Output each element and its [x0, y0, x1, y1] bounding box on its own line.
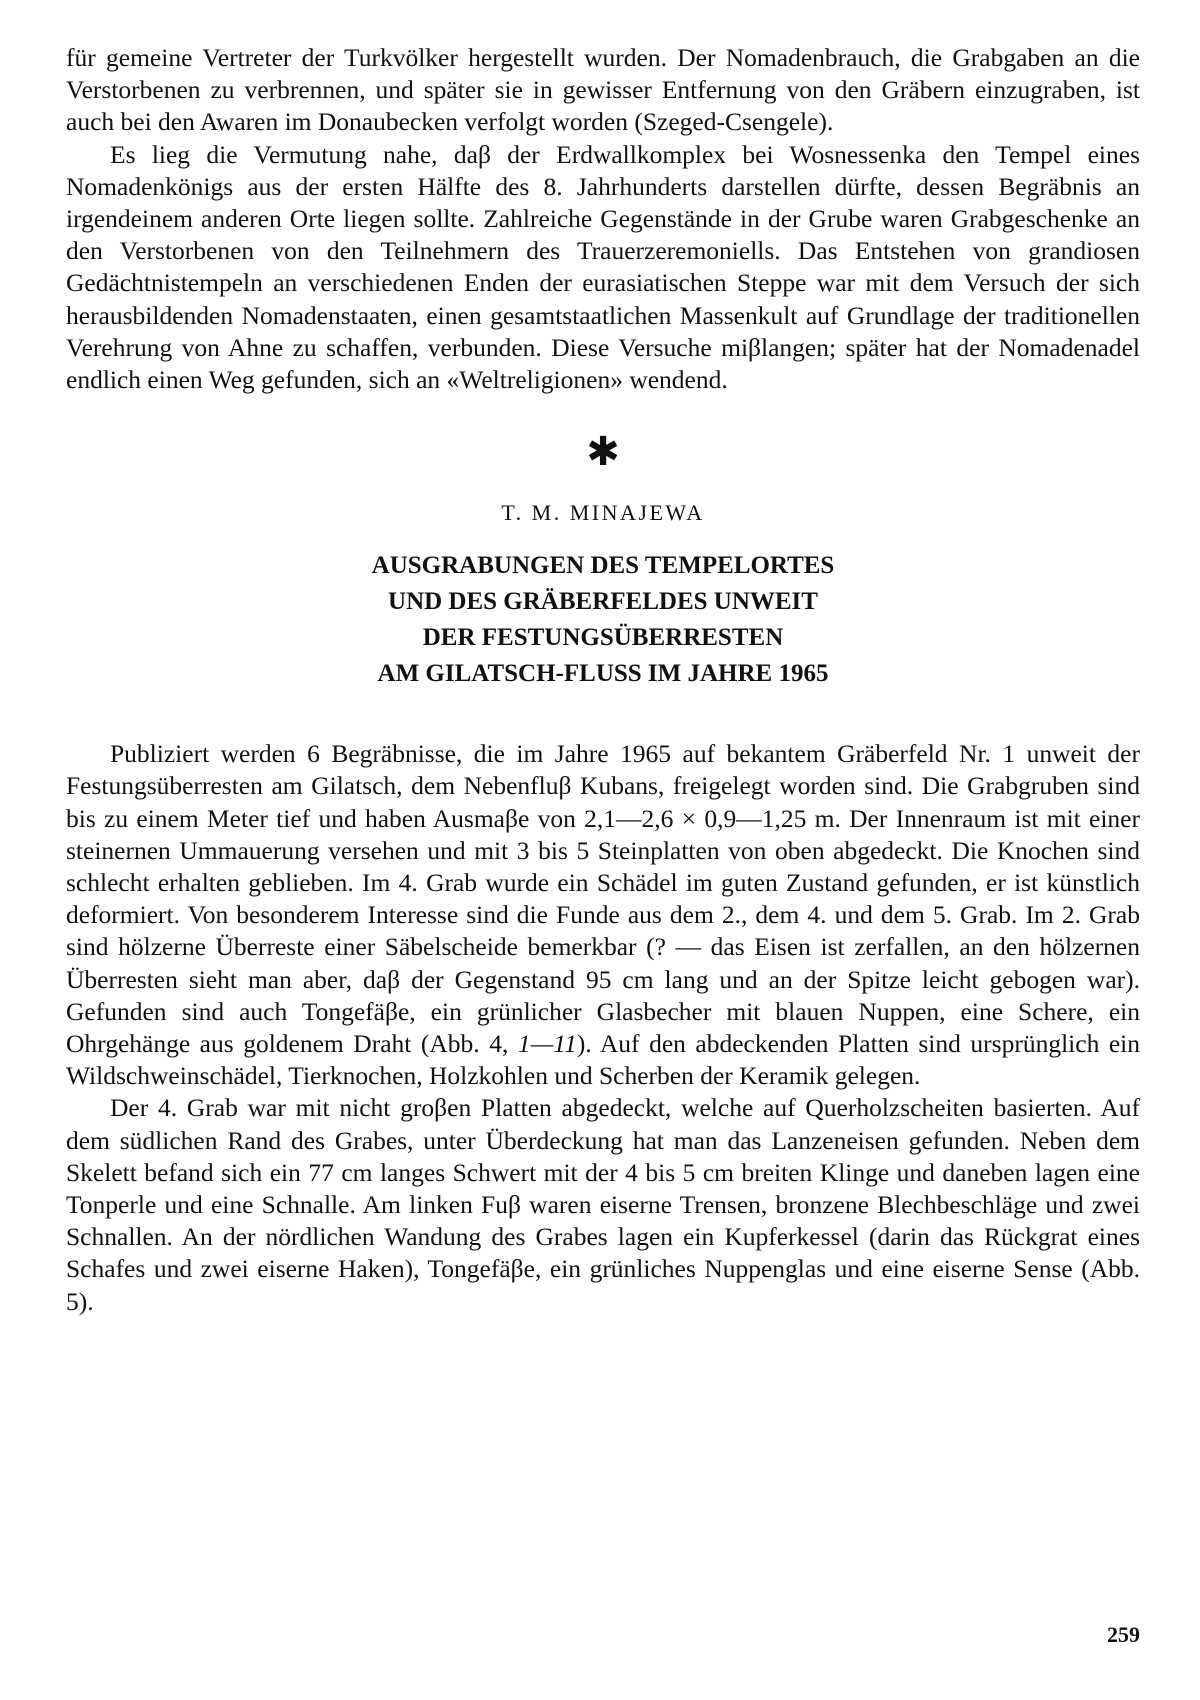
page-body — [66, 42, 1140, 1318]
article-title — [66, 548, 1140, 692]
intro-paragraph-1: für gemeine Vertreter der Turkvölker hergestellt wurden. Der Nomadenbrauch, die Grabgaben an die Verstorbenen zu verbrennen, und später sie in gewisser Entfernung von den Gräbern einzugraben, ist auch bei den Awaren im Donaubecken verfolgt worden (Szeged-Csengele). — [66, 43, 1140, 137]
article-paragraph-1-text-a: Publiziert werden 6 Begräbnisse, die im Jahre 1965 auf bekantem Gräberfeld Nr. 1 unweit der Festungsüberresten am Gilatsch, dem Nebenfluβ Kubans, freigelegt worden sind. Die Grabgruben sind bis zu einem Meter tief und haben Ausmaβe von 2,1—2,6 × 0,9—1,25 m. Der Innenraum ist mit einer steinernen Ummauerung versehen und mit 3 bis 5 Steinplatten von oben abgedeckt. Die Knochen sind schlecht erhalten geblieben. Im 4. Grab wurde ein Schädel im guten Zustand gefunden, er ist künstlich deformiert. Von besonderem Interesse sind die Funde aus dem 2., dem 4. und dem 5. Grab. Im 2. Grab sind hölzerne Überreste einer Säbelscheide bemerkbar (? — das Eisen ist zerfallen, an den hölzernen Überresten sieht man aber, daβ der Gegenstand 95 cm lang und an der Spitze leicht gebogen war). Gefunden sind auch Tongefäβe, ein grünlicher Glasbecher mit blauen Nuppen, eine Schere, ein Ohrgehänge aus goldenem Draht (Abb. 4, — [66, 739, 1140, 1059]
article-title-line-3: DER FESTUNGSÜBERRESTEN — [422, 624, 784, 652]
intro-paragraph-2: Es lieg die Vermutung nahe, daβ der Erdwallkomplex bei Wosnessenka den Tempel eines Nomadenkönigs aus der ersten Hälfte des 8. Jahrhunderts darstellen dürfte, dessen Begräbnis an irgendeinem anderen Orte liegen sollte. Zahlreiche Gegenstände in der Grube waren Grabgeschenke an den Verstorbenen von den Teilnehmern des Trauerzeremoniells. Das Entstehen von grandiosen Gedächtnistempeln an verschiedenen Enden der eurasiatischen Steppe war mit dem Versuch der sich herausbildenden Nomadenstaaten, einen gesamtstaatlichen Massenkult auf Grundlage der traditionellen Verehrung von Ahne zu schaffen, verbunden. Diese Versuche miβlangen; später hat der Nomadenadel endlich einen Weg gefunden, sich an «Weltreligionen» wendend. — [66, 139, 1140, 395]
article-paragraph-1 — [66, 738, 1140, 1092]
page-number: 259 — [1107, 1622, 1140, 1647]
article-author: T. M. MINAJEWA — [501, 500, 705, 526]
article-title-line-1: AUSGRABUNGEN DES TEMPELORTES — [371, 552, 835, 580]
article-title-line-4: AM GILATSCH-FLUSS IM JAHRE 1965 — [377, 660, 829, 688]
article-paragraph-1-text-b: ). Auf den abdeckenden Platten sind ursprünglich ein Wildschweinschädel, Tierknochen, Holzkohlen und Scherben der Keramik gelegen. — [66, 1029, 1141, 1091]
figure-reference-range: 1—11 — [517, 1029, 577, 1059]
article-title-line-2: UND DES GRÄBERFELDES UNWEIT — [388, 588, 818, 616]
article-paragraph-2: Der 4. Grab war mit nicht groβen Platten abgedeckt, welche auf Querholzscheiten basierten. Auf dem südlichen Rand des Grabes, unter Überdeckung hat man das Lanzeneisen gefunden. Neben dem Skelett befand sich ein 77 cm langes Schwert mit der 4 bis 5 cm breiten Klinge und daneben lagen eine Tonperle und eine Schnalle. Am linken Fuβ waren eiserne Trensen, bronzene Blechbeschläge und zwei Schnallen. An der nördlichen Wandung des Grabes lagen ein Kupferkessel (darin das Rückgrat eines Schafes und zwei eiserne Haken), Tongefäβe, ein grünliches Nuppenglas und eine eiserne Sense (Abb. 5). — [66, 1093, 1140, 1316]
section-separator-asterisk: ✱ — [586, 429, 620, 476]
